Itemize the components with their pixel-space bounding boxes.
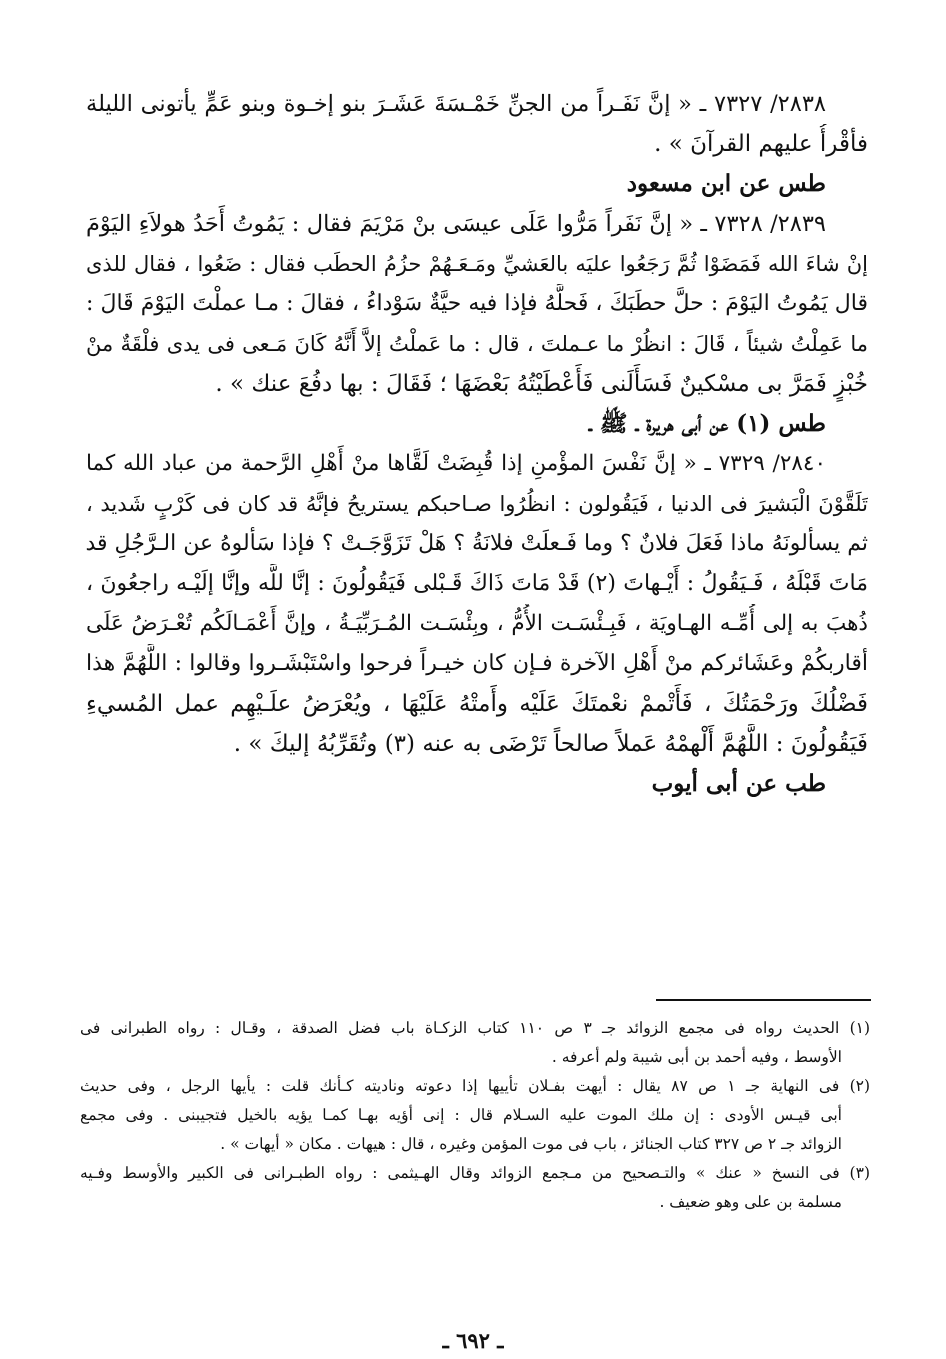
text-line: ٢٨٣٩/ ٧٣٢٨ ـ « إنَّ نَفَراً مَرُّوا عَلَى عيسَى بنْ مَرْيَمَ فقال : يَمُوتُ أَحَدُ هولاَءِ اليَوْمَ bbox=[86, 211, 826, 237]
footnotes bbox=[80, 1014, 870, 1217]
footnote-line: مسلمة بن على وهو ضعيف . bbox=[659, 1193, 842, 1211]
text-line: ٢٨٣٨/ ٧٣٢٧ ـ « إنَّ نَفَـراً من الجنِّ خَمْـسَةَ عَشَـرَ بنو إخـوة وبنو عَمٍّ يأتونى الليلة bbox=[86, 91, 826, 117]
text-line: ذُهبَ به إلى أُمِّـه الهـاويَة ، فَبِـئْسَـت الأُمُّ ، وبِئْسَـت المُـرَبِّيَـةُ ، وإنَّ أَعْمَـالَكُم تُعْـرَضُ عَلَى bbox=[86, 611, 868, 636]
text-line: إنْ شاءَ الله فَمَضَوْا ثُمَّ رَجَعُوا عليَه بالعَشيِّ ومَـعَـهُمْ حزُمُ الحطَب فقال : ضَعُوا ، فقال للذى bbox=[86, 252, 868, 276]
footnote-line: (٢) فى النهاية جـ ١ ص ٨٧ يقال : أيهت بفـلان تأييها إذا دعوته وناديته كـأنك قلت : يأيها الرجل ، وفى حديث bbox=[80, 1077, 870, 1095]
footnote-separator bbox=[656, 999, 871, 1001]
footnote-line: الزوائد جـ ٢ ص ٣٢٧ كتاب الجنائز ، باب فى موت المؤمن وغيره ، قال : هيهات . مكان « أيهات » . bbox=[220, 1135, 842, 1153]
text-line: فأقْرأُ عليهم القرآنَ » . bbox=[654, 131, 868, 157]
text-line: ٢٨٤٠/ ٧٣٢٩ ـ « إنَّ نَفْسَ المؤْمنِ إذا قُبِضَتْ لَقَّاها منْ أَهْلِ الرَّحمة من عباد الله كما bbox=[86, 451, 827, 476]
text-line: ثم يسألونَهُ ماذا فَعَلَ فلانٌ ؟ وما فَـعلَتْ فلانَةُ ؟ هَلْ تَزَوَّجَـتْ ؟ فإذا سَألوهُ عن الـرَّجُلِ قد bbox=[86, 531, 868, 556]
text-line: فَيَقُولُونَ : اللَّهُمَّ أَلْهمْهُ عَملاً صالحاً تَرْضَى به عنه (٣) وتُقَرِّبُهُ إليكَ » . bbox=[233, 731, 868, 757]
text-line: خُبْزٍ فَمَرَّ بى مسْكينٌ فَسَأَلَنى فَأَعْطَيْتُهُ بَعْضَهَا ؛ فَقَالَ : بها دفُعَ عنك » . bbox=[215, 371, 868, 397]
text-line: قال يَمُوتُ اليَوْمَ : حلَّ حطَبَكَ ، فَحلَّهُ فإذا فيه حيَّةٌ سَوْداءُ ، فقالَ : مـا عملْتَ اليَوْمَ قَالَ : bbox=[86, 291, 868, 316]
text-line: مَاتَ قَبْلَهُ ، فَـيَقُولُ : أَيْـهاتَ (٢) قَدْ مَاتَ ذَاكَ قَـبْلى فَيَقُولُونَ : إنَّا للَّه وإنَّا إلَيْـه راجعُونَ ، bbox=[86, 571, 868, 596]
text-line: طب عن أبى أيوب bbox=[651, 770, 826, 797]
footnote-line: (٣) فى النسخ « عنك » والتـصحيح من مـجمع الزوائد وقال الهـيثمى : رواه الطبـرانى فى الكبير والأوسط وفـيه bbox=[80, 1164, 870, 1182]
text-line: تَلَقَّوْنَ الْبَشيرَ فى الدنيا ، فَيَقُولون : انظُرُوا صـاحبكم يستريحُ فإنَّهُ قد كان فى كَرْبٍ شَديد ، bbox=[86, 492, 868, 516]
footnote-line: الأوسط ، وفيه أحمد بن أبى شيبة ولم أعرفه . bbox=[551, 1048, 842, 1066]
page-number: ـ ٦٩٢ ـ bbox=[442, 1328, 504, 1353]
text-line: فَضْلُكَ ورَحْمَتُكَ ، فَأَتْممْ نعْمتَكَ عَلَيْه وأَمتْهُ عَلَيْهَا ، ويُعْرَضُ علَـيْهِم عمل المُسيءِ bbox=[86, 691, 868, 717]
text-line: أقاربكُمْ وعَشَائركم منْ أَهْلِ الآخرة فـإن كان خيـراً فرحوا واسْتَبْشَـروا وقالوا : اللَّهُمَّ هذا bbox=[86, 651, 868, 676]
text-line: ما عَمِلْتُ شيئاً ، قَالَ : انظُرْ ما عـملتَ ، قال : ما عَملْتُ إلاَّ أَنَّهُ كَانَ مَـعى فى يدى فلْقَةٌ منْ bbox=[86, 332, 868, 356]
footnote-line: أبى قيـس الأودى : إن ملك الموت عليه السـلام قال : إنى أؤيه بهـا كمـا يؤيه بالخيل فتجيبنى . وفى مجمع bbox=[80, 1106, 842, 1124]
footnote-line: (١) الحديث رواه فى مجمع الزوائد جـ ٣ ص ١١٠ كتاب الزكـاة باب فضل الصدقة ، وقـال : رواه الطبرانى فى bbox=[80, 1019, 870, 1037]
text-line: طس عن ابن مسعود bbox=[626, 170, 826, 197]
hadith-body bbox=[86, 84, 868, 804]
text-line: طس (١) عن أبى هريرة ـ ﷺ ـ bbox=[588, 410, 826, 437]
